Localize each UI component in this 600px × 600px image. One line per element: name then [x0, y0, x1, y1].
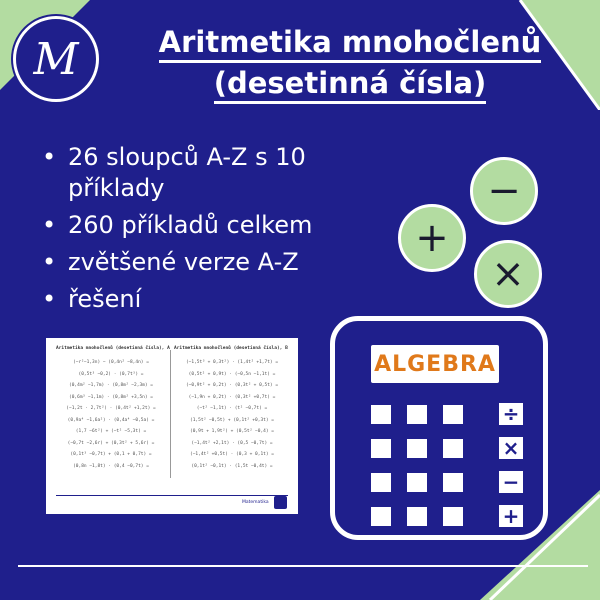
plus-icon: [398, 204, 466, 272]
calculator-key: [443, 405, 463, 424]
calculator-key: [371, 507, 391, 526]
feature-list: [42, 142, 352, 321]
calculator-key: [443, 439, 463, 458]
calculator-key: [443, 507, 463, 526]
calculator-key: [407, 439, 427, 458]
calculator-screen: ALGEBRA: [371, 345, 499, 383]
plus-symbol: +: [415, 215, 449, 261]
preview-line: (1,7 −6t²) + (−t² −5,3t) =: [75, 429, 147, 434]
calculator-key: [407, 507, 427, 526]
preview-column-b: [174, 346, 290, 475]
preview-column-a: [56, 346, 170, 475]
preview-footer-line: [56, 495, 288, 496]
preview-line: (0,1t³ −0,7t) + (0,1 + 0,7t) =: [70, 452, 152, 457]
preview-line: (0,9t + 1,9t²) + (0,5t² −0,4) =: [190, 429, 274, 434]
calculator-key: [371, 473, 391, 492]
feature-item: • 260 příkladů celkem: [42, 210, 352, 241]
preview-line: (−1,4t² +0,5t) · (0,3 + 0,1t) =: [190, 452, 274, 457]
feature-item: • řešení: [42, 284, 352, 315]
preview-line: (−1,9n + 0,2t) · (0,3t² +0,7t) =: [188, 394, 276, 400]
calculator-key: [407, 473, 427, 492]
calculator-illustration: [330, 316, 548, 540]
preview-line: (−r²−1,3n) − (0,4n² −8,4n) =: [73, 360, 149, 365]
bottom-divider: [18, 565, 588, 567]
preview-line: (0,5t² + 0,9t) · (−0,5n −1,1t) =: [188, 371, 276, 377]
preview-line: (0,6m³ −1,1m) · (0,8m² +3,5n) =: [69, 394, 153, 400]
preview-divider: [170, 350, 171, 478]
calculator-key: [371, 439, 391, 458]
logo-badge: [13, 16, 99, 102]
preview-line: (0,1t² −0,1t) · (1,5t −0,4t) =: [191, 463, 273, 469]
title-line-2: (desetinná čísla): [214, 65, 487, 104]
preview-line: (0,9a⁴ −1,6a²) · (0,4a⁴ −0,5a) =: [67, 417, 155, 423]
preview-heading-a: Aritmetika mnohočlenů (desetinná čísla), A: [56, 346, 170, 351]
feature-item: • 26 sloupců A-Z s 10 příklady: [42, 142, 352, 204]
title-line-1: Aritmetika mnohočlenů: [159, 24, 542, 63]
multiply-key: ×: [499, 437, 523, 459]
divide-key: ÷: [499, 403, 523, 425]
times-icon: [474, 240, 542, 308]
page-title: [110, 22, 590, 104]
logo-letter: M: [33, 33, 79, 85]
preview-line: (−0,9t² + 0,2t) · (0,3t² + 0,5t) =: [185, 383, 279, 388]
minus-icon: [470, 157, 538, 225]
preview-line: (−t² −1,1t) · (t² −0,7t) =: [196, 406, 268, 411]
preview-line: (0,4m² −1,7m) · (0,8m² −2,3m) =: [69, 383, 153, 388]
calculator-key: [371, 405, 391, 424]
preview-line: (1,5t² −0,5t) + (0,1t² +0,3t) =: [190, 417, 274, 423]
preview-line: (−1,4t² +2,1t) · (0,5 −0,7t) =: [191, 440, 273, 446]
times-symbol: ×: [491, 251, 525, 297]
calculator-icon: [274, 496, 287, 509]
add-key: +: [499, 505, 523, 527]
feature-item: • zvětšené verze A-Z: [42, 247, 352, 278]
preview-line: (−1,2t · 2,7t²) · (0,4t² +1,2t) =: [66, 406, 156, 411]
preview-line: (−1,5t³ + 0,3t²) · (1,4t² +1,7t) =: [185, 360, 279, 365]
calculator-key: [443, 473, 463, 492]
subtract-key: −: [499, 471, 523, 493]
preview-line: (−0,7t −2,6r) + (0,3t² + 5,6r) =: [67, 440, 155, 446]
preview-brand: Matematika: [242, 500, 269, 505]
preview-line: (0,5t³ −0,2) · (0,7t³) =: [78, 371, 144, 377]
minus-symbol: −: [487, 168, 521, 214]
preview-heading-b: Aritmetika mnohočlenů (desetinná čísla), B: [174, 346, 288, 351]
preview-line: (0,8n −1,8t) · (0,4 −0,7t) =: [73, 463, 149, 469]
worksheet-preview: [46, 338, 298, 514]
calculator-key: [407, 405, 427, 424]
